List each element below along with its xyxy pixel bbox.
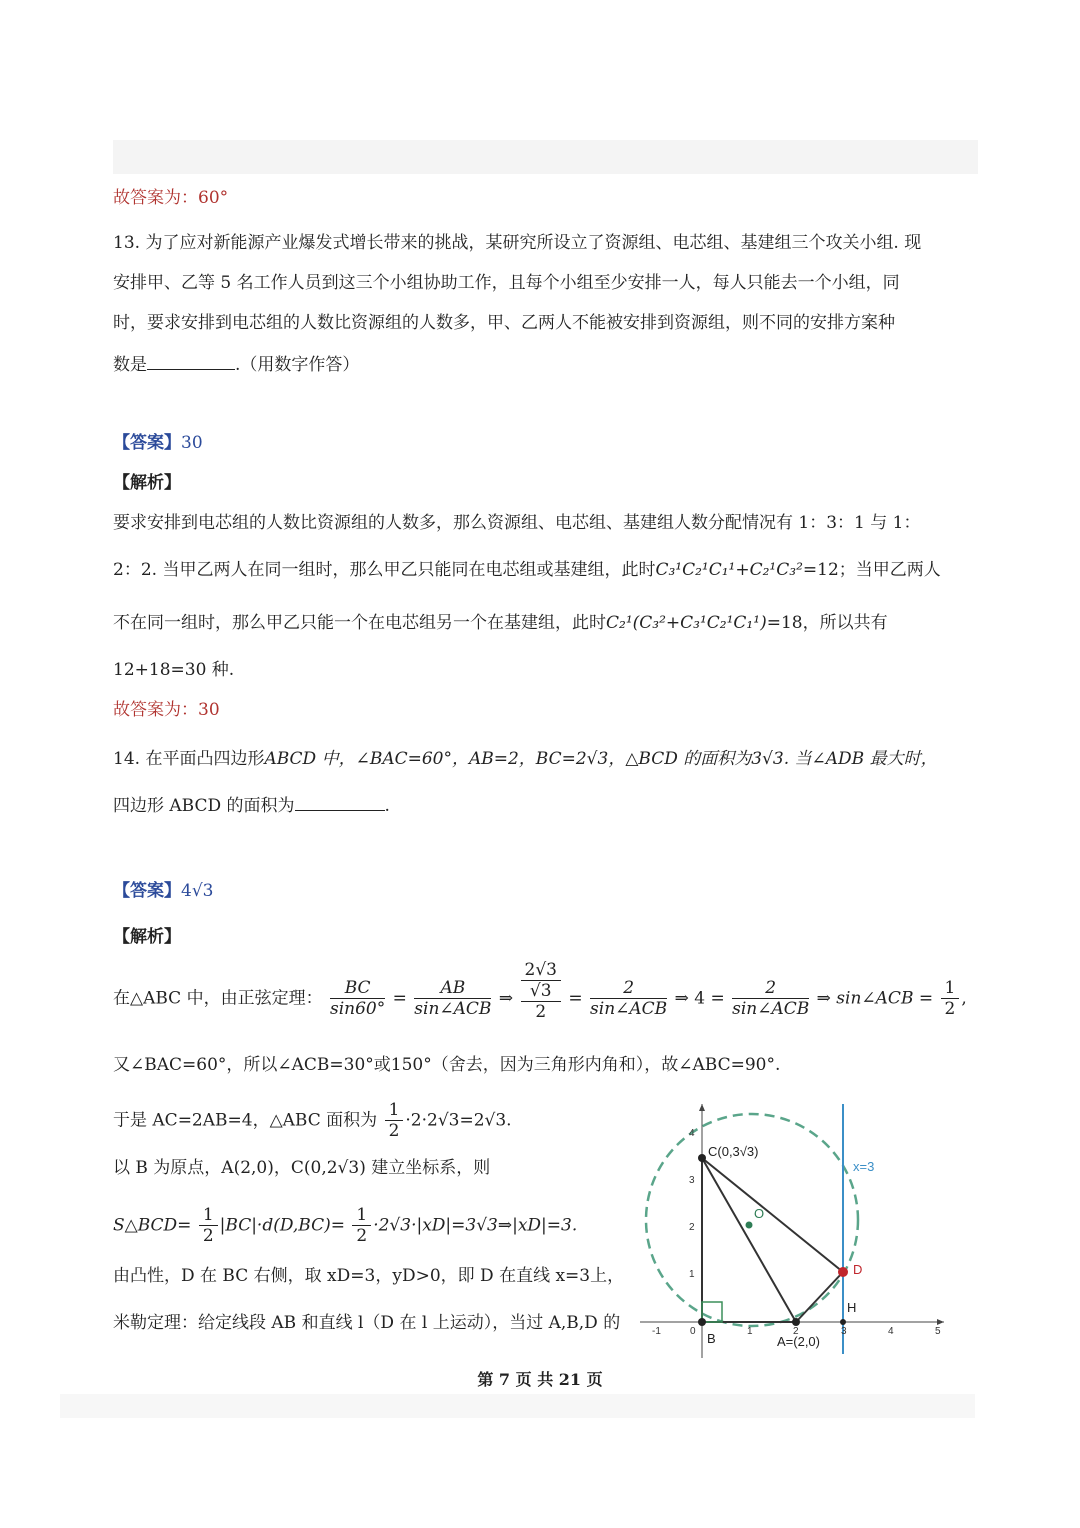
q13-line4-prefix: 数是 (113, 355, 147, 375)
fraction-half-3: $\frac{1}{2}$ (199, 1205, 218, 1246)
fraction-half-2: $\frac{1}{2}$ (385, 1100, 404, 1141)
a13-final: 故答案为：30 (113, 700, 220, 720)
a13-line1: 要求安排到电芯组的人数比资源组的人数多，那么资源组、电芯组、基建组人数分配情况有 1：3：1 与 1： (113, 513, 921, 533)
label-d: D (853, 1262, 863, 1277)
q13-line2: 安排甲、乙等 5 名工作人员到这三个小组协助工作，且每个小组至少安排一人，每人只能去一个小组，同 (113, 273, 900, 293)
fraction-half: $\frac{1}{2}$ (941, 978, 960, 1019)
a14-line4: 以 B 为原点，A(2,0)，C(0,2√3) 建立坐标系，则 (113, 1158, 491, 1178)
label-h: H (847, 1300, 857, 1315)
footer-band (60, 1394, 975, 1418)
fraction-two-sin-2: $\frac{2}{\text{sin∠ACB}}$ (732, 978, 810, 1019)
fraction-ab: $\frac{AB}{\text{sin∠ACB}}$ (414, 978, 492, 1019)
point-o (746, 1222, 753, 1229)
a13-line3-text: 不在同一组时，那么甲乙只能一个在电芯组另一个在基建组，此时 (113, 613, 606, 633)
fraction-half-4: $\frac{1}{2}$ (352, 1205, 371, 1246)
segment-ad (796, 1272, 843, 1322)
triangle-abc (702, 1158, 796, 1322)
answer-value: 30 (181, 433, 203, 453)
prev-answer: 故答案为：60° (113, 188, 229, 208)
point-a (792, 1318, 800, 1326)
point-h (840, 1319, 846, 1325)
analysis-label: 【解析】 (113, 473, 181, 493)
tick-x-1: 1 (747, 1326, 753, 1337)
answer-label-2: 【答案】 (113, 881, 181, 901)
tick-x-0: 0 (690, 1326, 696, 1337)
a13-line4: 12+18=30 种. (113, 660, 235, 680)
fraction-two-sin: $\frac{2}{\text{sin∠ACB}}$ (590, 978, 668, 1019)
answer-label: 【答案】 (113, 433, 181, 453)
q14-line1-a: 14. 在平面凸四边形 (113, 749, 265, 769)
header-band (113, 140, 978, 174)
label-x3: x=3 (853, 1159, 875, 1174)
q13-line4-suffix: .（用数字作答） (235, 355, 360, 375)
point-b (698, 1318, 706, 1326)
label-a: A=(2,0) (777, 1334, 820, 1349)
point-c (698, 1154, 706, 1162)
q14-line1 (113, 747, 938, 771)
answer-blank (147, 351, 235, 370)
q14-line1-b: ABCD 中，∠BAC=60°，AB=2，BC=2√3，△BCD 的面积为3√3. 当∠ADB 最大时， (264, 749, 938, 769)
segment-cd (702, 1158, 843, 1272)
tick-y-1: 1 (689, 1269, 695, 1280)
fraction-bc: $\frac{BC}{\sin 60^\circ}$ (329, 978, 386, 1019)
x-axis-arrow (937, 1319, 944, 1325)
q14-line2-b: . (384, 796, 390, 816)
tick-x-4: 4 (888, 1326, 894, 1337)
combo-expression-2: C₂¹(C₃²+C₃¹C₂¹C₁¹) (606, 613, 767, 633)
a14-line2: 又∠BAC=60°，所以∠ACB=30°或150°（舍去，因为三角形内角和），故∠ABC=90°. (113, 1055, 781, 1075)
fraction-compound: 2√3 √3 2 (521, 960, 561, 1022)
point-labels (707, 1144, 874, 1349)
q14-line2-a: 四边形 ABCD 的面积为 (113, 796, 295, 816)
answer-blank-2 (295, 792, 385, 811)
tick-x-2: 2 (793, 1326, 799, 1337)
a13-line3-tail: =18，所以共有 (766, 613, 888, 633)
tick-x-neg1: -1 (652, 1326, 661, 1337)
a14-line3: 于是 AC=2AB=4，△ABC 面积为 $\frac{1}{2}$ ·2·2√3=2√3. (113, 1100, 512, 1141)
q13-line3: 时，要求安排到电芯组的人数比资源组的人数多，甲、乙两人不能被安排到资源组，则不同的安排方案种 (113, 313, 895, 333)
a13-line3 (113, 611, 888, 635)
a13-line2 (113, 558, 941, 582)
q14-line2 (113, 792, 390, 818)
tick-x-3: 3 (841, 1326, 847, 1337)
q13-line1: 13. 为了应对新能源产业爆发式增长带来的挑战，某研究所设立了资源组、电芯组、基建组三个攻关小组. 现 (113, 233, 922, 253)
y-axis-arrow (699, 1104, 705, 1111)
answer-value-2: 4√3 (181, 881, 214, 901)
tick-y-2: 2 (689, 1222, 695, 1233)
label-o: O (754, 1206, 765, 1221)
tick-labels (652, 1128, 941, 1337)
q13-line4 (113, 351, 359, 377)
a13-line2-tail: =12；当甲乙两人 (802, 560, 941, 580)
page-footer: 第 7 页 共 21 页 (477, 1370, 603, 1389)
q14-answer (113, 879, 213, 903)
label-c: C(0,3√3) (708, 1144, 759, 1159)
label-b: B (707, 1331, 716, 1346)
analysis-label-2: 【解析】 (113, 927, 181, 947)
a14-line6: 由凸性，D 在 BC 右侧，取 xD=3，yD>0，即 D 在直线 x=3上， (113, 1266, 625, 1286)
combo-expression: C₃¹C₂¹C₁¹+C₂¹C₃² (655, 560, 803, 580)
right-angle-marker (702, 1302, 722, 1322)
coordinate-graph (638, 1100, 948, 1360)
a14-line5: S△BCD= $\frac{1}{2}$ |BC|·d(D,BC)= $\frac{1}{2}$ ·2√3·|xD|=3√3⇒|xD|=3. (113, 1205, 578, 1246)
sine-law-text: 在△ABC 中，由正弦定理： (113, 988, 323, 1009)
tick-y-3: 3 (689, 1175, 695, 1186)
a13-line2-text: 2：2. 当甲乙两人在同一组时，那么甲乙只能同在电芯组或基建组，此时 (113, 560, 656, 580)
a14-line7: 米勒定理：给定线段 AB 和直线 l（D 在 l 上运动），当过 A,B,D 的 (113, 1313, 621, 1333)
q13-answer (113, 431, 203, 455)
tick-x-5: 5 (935, 1326, 941, 1337)
point-d (838, 1267, 848, 1277)
tick-y-4: 4 (689, 1128, 695, 1139)
sine-law-line: 在△ABC 中，由正弦定理： $\frac{BC}{\sin 60^\circ}$ = $\frac{AB}{\text{sin∠ACB}}$ ⇒ 2√3 √3 2 = $\frac{2}{\text{sin∠ACB}}$ ⇒ 4 = $\frac{2}{\text{sin∠ACB}}$ ⇒ sin∠ACB = $\frac{1}{2}$ , (113, 960, 967, 1022)
